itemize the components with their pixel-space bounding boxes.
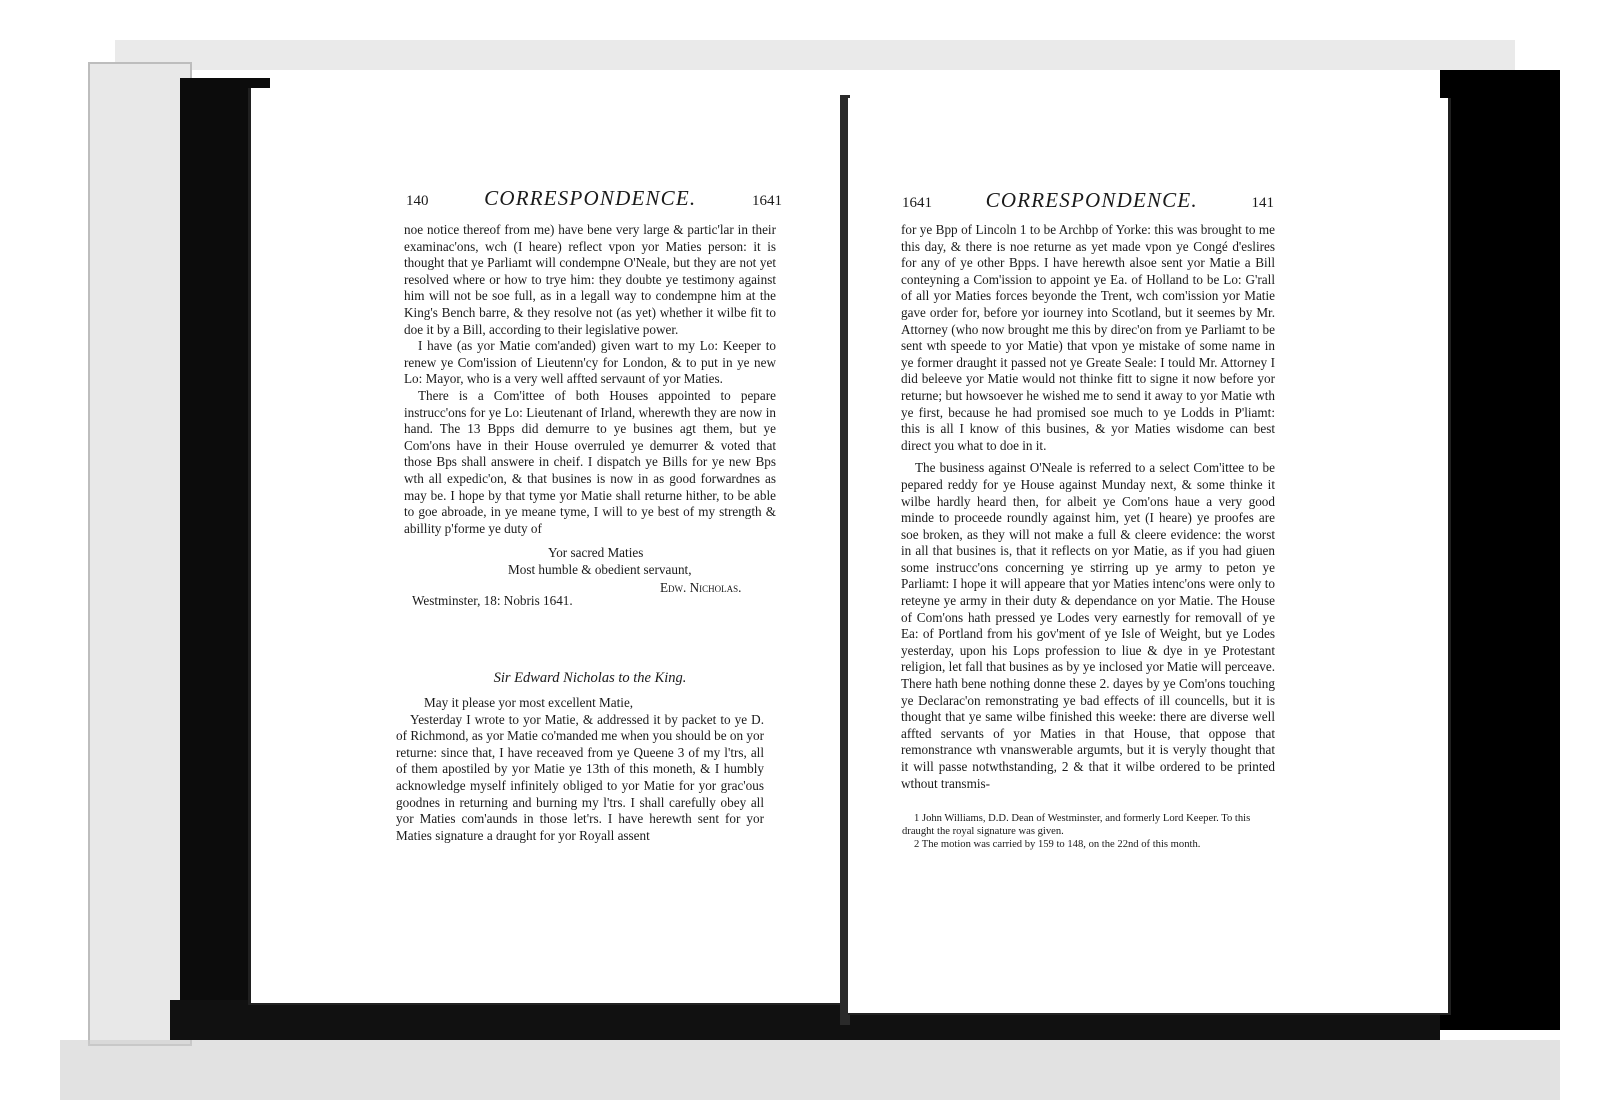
left-paragraph: I have (as yor Matie com'anded) given wart to my Lo: Keeper to renew ye Com'ission of Lieutenn'cy for London, & to put in ye new Lo: Mayor, who is a very well affted servaunt of yor Maties.	[404, 338, 776, 387]
closing-line-1: Yor sacred Maties	[548, 545, 644, 560]
left-page-header	[406, 186, 782, 211]
left-letter-text	[396, 695, 764, 844]
book-cover-right	[1440, 70, 1560, 1030]
footnote: 1 John Williams, D.D. Dean of Westminster, and formerly Lord Keeper. To this draught the royal signature was given.	[902, 813, 1251, 837]
right-paragraph: for ye Bpp of Lincoln 1 to be Archbp of Yorke: this was brought to me this day, & there is noe returne as yet made vpon ye Congé d'eslires for any of ye other Bpps. I have herewth alsoe sent yor Matie a Bill conteyning a Com'ission to appoint ye Ea. of Holland to be Lo: G'rall of all yor Maties forces beyonde the Trent, wch com'ission yor Matie gave order for, before yor iourney into Scotland, but it seemes by Mr. Attorney (who now brought me this by direc'on from ye Parliamt to be sent wth speede to yor Matie) that vpon ye mistake of some name in ye former draught it passed not ye Greate Seale: I tould Mr. Attorney I did beleeve yor Matie would not thinke fitt to signe it now before yor returne; but howsoever he wished me to send it away to yor Matie wth ye first, because he had promised soe much to ye Lodds in P'liamt: this is all I know of this busines, & yor Maties wisdome can best direct you what to doe in it.	[901, 222, 1275, 453]
book-cover-left	[88, 62, 192, 1046]
signature: Edw. Nicholas.	[660, 580, 742, 595]
left-letter-paragraph: Yesterday I wrote to yor Matie, & addressed it by packet to ye D. of Richmond, as yor Matie co'manded me when you should be on yor returne: since that, I have receaved from ye Queene 3 of my l'trs, all of them apostiled by yor Matie ye 13th of this moneth, & I humbly acknowledge myself infinitely obliged to yor Matie for yor grac'ous goodnes in returning and burning my l'trs. I shall carefully obey all yor Maties com'aunds in those let'rs. I have herewth sent for yor Maties signature a draught for yor Royall assent	[396, 711, 764, 843]
footnote: 2 The motion was carried by 159 to 148, on the 22nd of this month.	[914, 839, 1201, 850]
right-page-number: 141	[1251, 195, 1274, 211]
left-paragraph: noe notice thereof from me) have bene very large & partic'lar in their examinac'ons, wch (I heare) reflect vpon yor Maties person: it is thought that ye Parliamt will condempne O'Neale, but they are not yet resolved where or how to trye him: they doubte ye testimony against him will not be soe full, as in a legall way to condempne him at the King's Bench barre, & they resolve not (as yet) whether it wilbe fit to doe it by a Bill, according to their legislative power.	[404, 222, 776, 337]
salutation: May it please yor most excellent Matie,	[424, 695, 634, 710]
dateline: Westminster, 18: Nobris 1641.	[412, 593, 573, 608]
right-header-year: 1641	[902, 195, 932, 211]
right-page-header	[902, 188, 1274, 213]
left-paragraph: There is a Com'ittee of both Houses appointed to pepare instrucc'ons for ye Lo: Lieutenant of Irland, wherewth they are now in hand. The 13 Bpps did demurre to ye busines agt them, but ye Com'ons have in their House overruled ye demurrer & voted that those Bps shall answere in cheif. I dispatch ye Bills for ye new Bps wth all expedic'on, & that busines is now in as good forwardnes as may be. I hope by that tyme yor Matie shall returne hither, to be able to goe abroade, in ye meane tyme, I will to ye best of my strength & abillity p'forme ye duty of	[404, 387, 776, 536]
right-paragraph: The business against O'Neale is referred to a select Com'ittee to be pepared reddy for ye House against Munday next, & some thinke it wilbe hardly heard then, for albeit ye Com'ons haue a very good minde to proceede roundly against him, yet (I heare) ye proofes are soe broken, as they will not make a full & cleere evidence: the worst in all that busines is, that it reflects on yor Matie, as if you had giuen some instrucc'ons concerning ye stirring up ye army to peton ye Parliamt: I hope it will appeare that yor Maties intenc'ons were only to reteyne ye army in their duty & dependance on yor Matie. The House of Com'ons hath pressed ye Lodes very earnestly for removall of ye Ea: of Portland from his gov'ment of ye Isle of Weight, but ye Lodes yesterday, upon his Lops profession to liue & dye in ye Protestant religion, let fall that busines as by ye inclosed yor Matie will perceave. There hath bene nothing donne these 2. dayes by ye Com'ons touching ye Declarac'on remonstrating ye bad effects of ill councells, but it is thought that ye same wilbe finished this weeke: there are diverse well affted servants of yor Maties in that House, that oppose that remonstrance wth vnanswerable argumts, but it is veryly thought that it will passe notwthstanding, 2 & that it wilbe ordered to be printed wthout transmis-	[901, 460, 1275, 791]
left-running-title: CORRESPONDENCE.	[484, 186, 697, 210]
left-page-number: 140	[406, 193, 429, 209]
book-binding-top	[115, 40, 1515, 70]
left-header-year: 1641	[752, 193, 782, 209]
footnotes	[902, 812, 1274, 851]
left-body-text	[404, 222, 776, 537]
right-running-title: CORRESPONDENCE.	[985, 188, 1198, 212]
letter-heading: Sir Edward Nicholas to the King.	[493, 670, 687, 686]
closing-line-2: Most humble & obedient servaunt,	[508, 562, 692, 577]
scan-bottom-strip	[60, 1040, 1560, 1100]
right-body-text	[901, 222, 1275, 792]
